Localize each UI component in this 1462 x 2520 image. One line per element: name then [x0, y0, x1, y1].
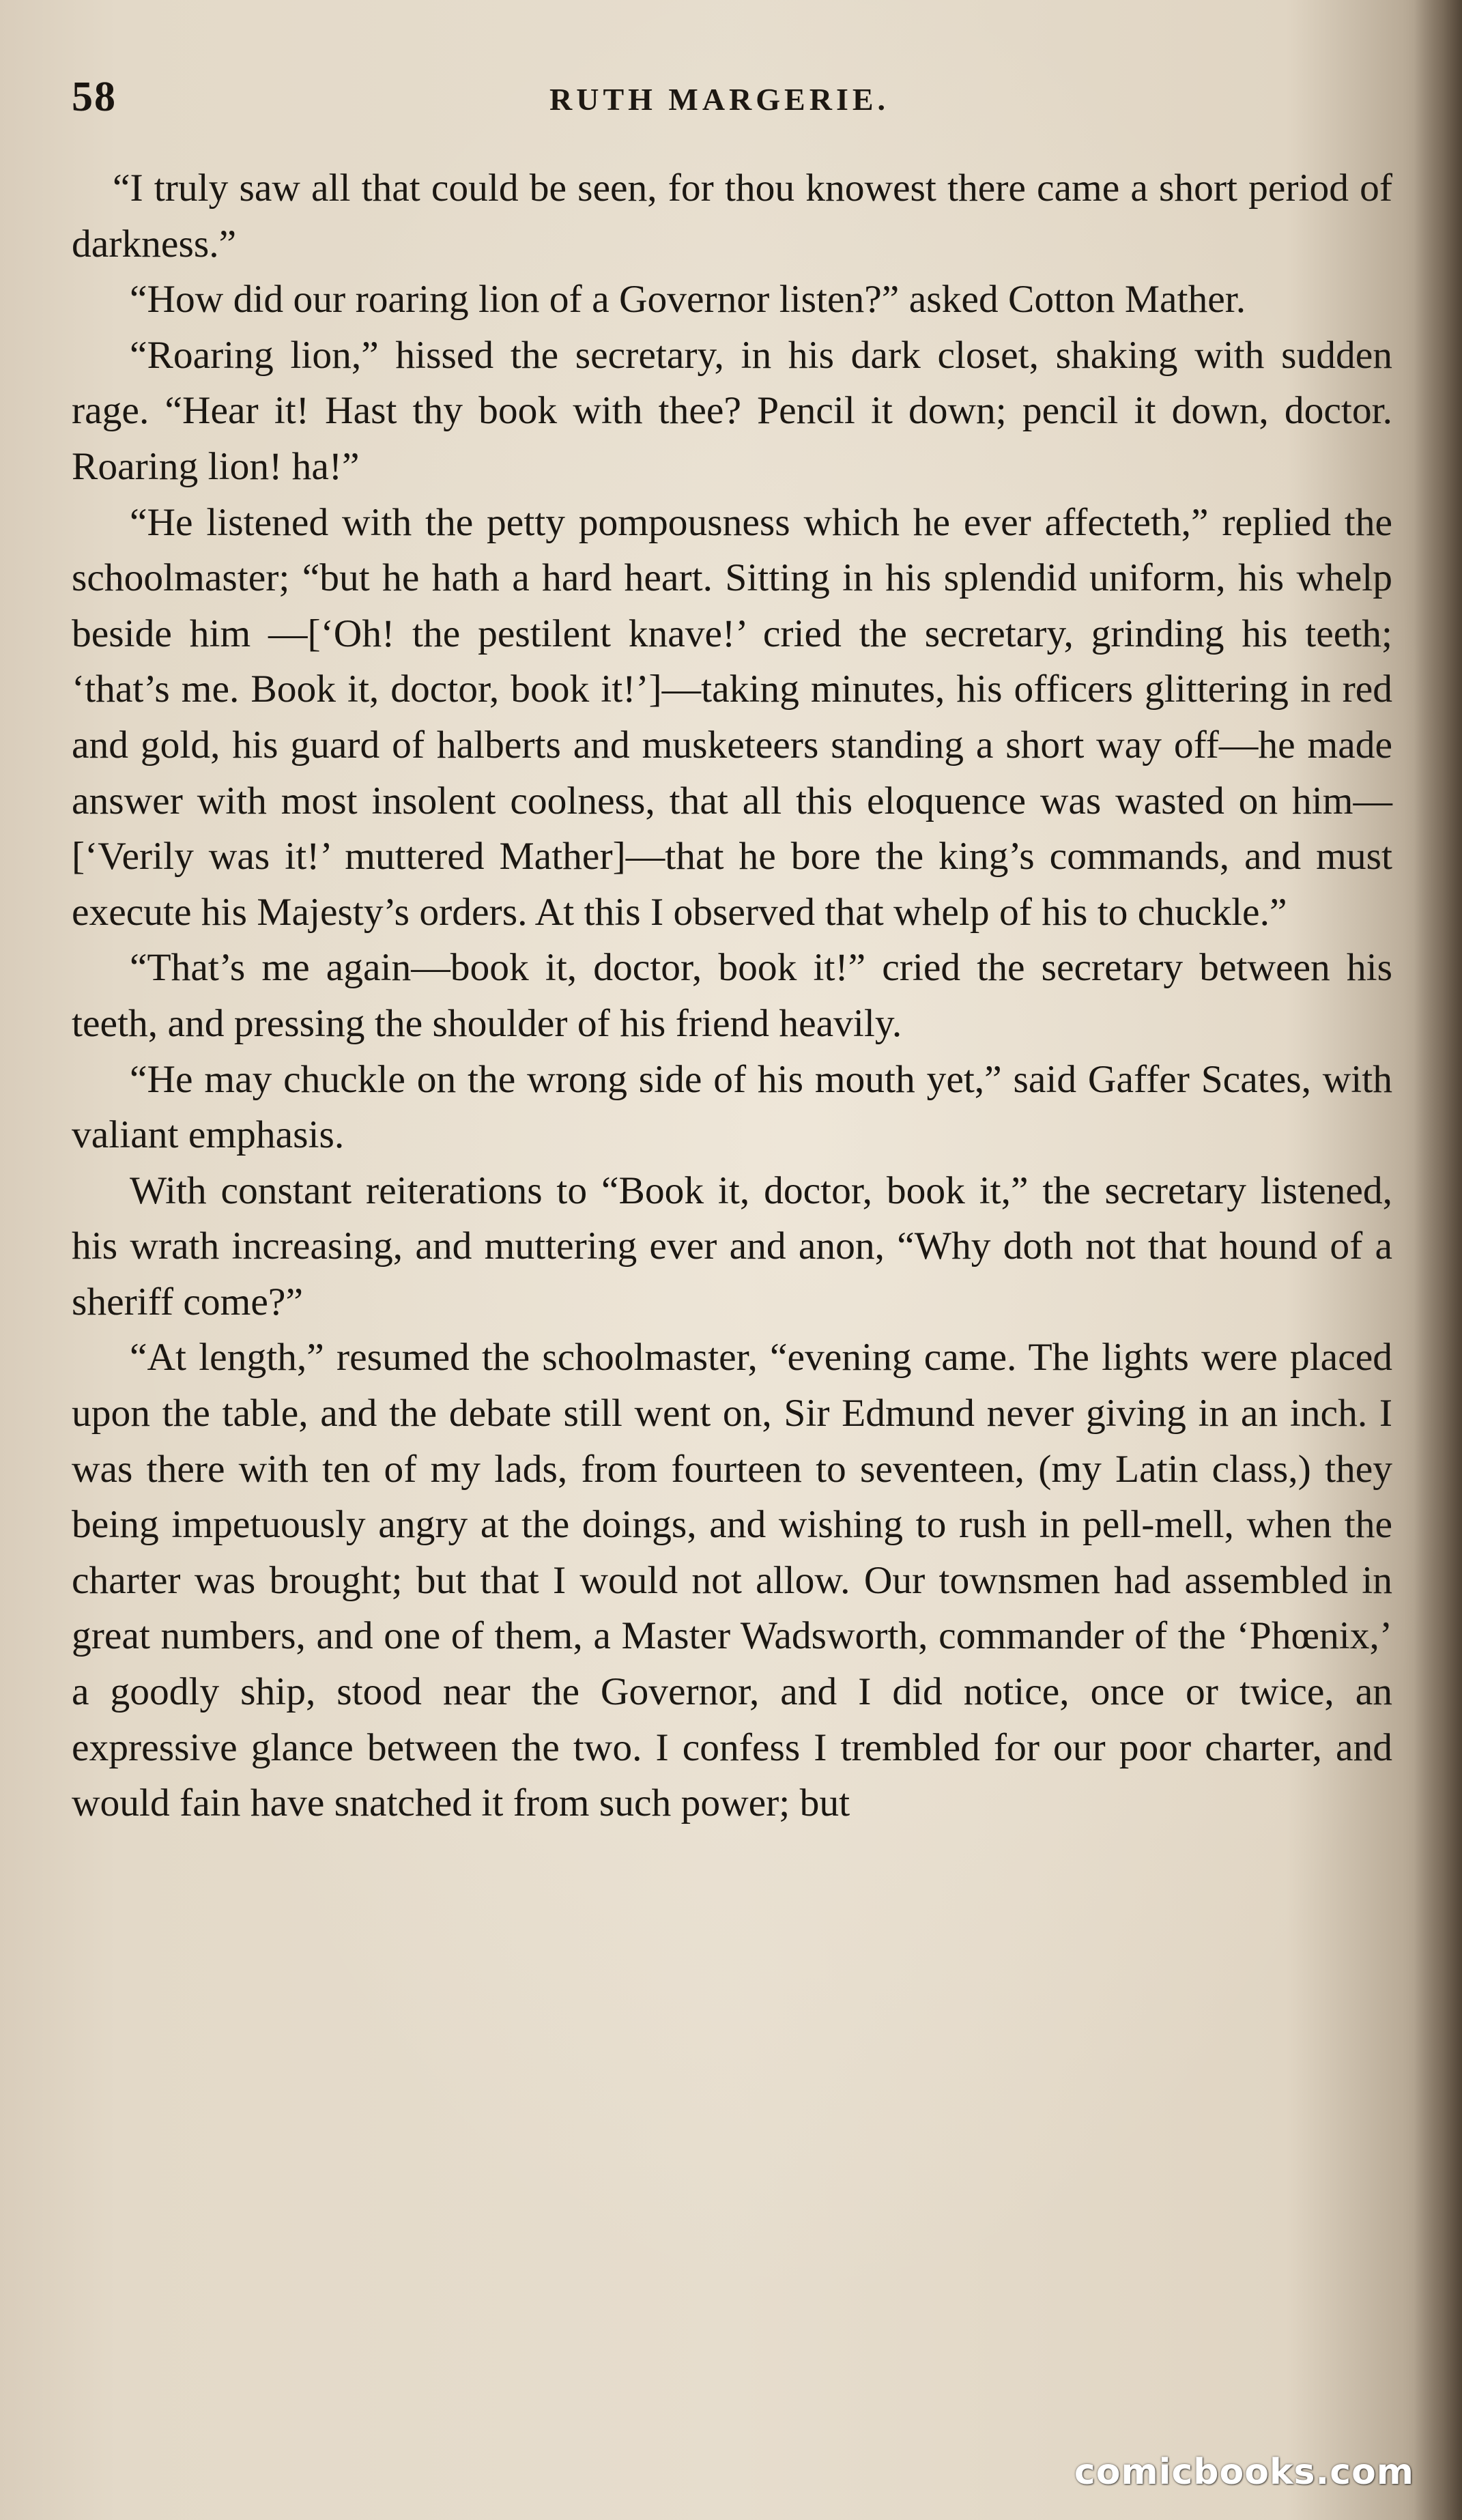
- paragraph: “I truly saw all that could be seen, for thou knowest there came a short period of darkness.”: [72, 167, 1392, 266]
- watermark: comicbooks.com: [1074, 2452, 1414, 2493]
- paragraph: “How did our roaring lion of a Governor listen?” asked Cotton Mather.: [130, 278, 1246, 321]
- page-edge-shadow: [1414, 0, 1462, 2520]
- paragraph: With constant reiterations to “Book it, doctor, book it,” the secretary listened, his wrath increasing, and muttering ever and anon, “Why doth not that hound of a sheriff come?”: [72, 1169, 1392, 1323]
- paragraph: “He listened with the petty pompousness which he ever affecteth,” replied the schoolmaster; “but he hath a hard heart. Sitting in his splendid uniform, his whelp beside him —[‘Oh! the pestilent knave!’ cried the secretary, grinding his teeth; ‘that’s me. Book it, doctor, book it!’]—taking minutes, his officers glittering in red and gold, his guard of halberts and musketeers standing a short way off—he made answer with most insolent coolness, that all this eloquence was wasted on him—[‘Verily was it!’ muttered Mather]—that he bore the king’s commands, and must execute his Majesty’s orders. At this I observed that whelp of his to chuckle.”: [72, 500, 1392, 934]
- paragraph: “At length,” resumed the schoolmaster, “evening came. The lights were placed upon the table, and the debate still went on, Sir Edmund never giving in an inch. I was there with ten of my lads, from fourteen to seventeen, (my Latin class,) they being impetuously angry at the doings, and wishing to rush in pell-mell, when the charter was brought; but that I would not allow. Our townsmen had assembled in great numbers, and one of them, a Master Wadsworth, commander of the ‘Phœnix,’ a goodly ship, stood near the Governor, and I did notice, once or twice, an expressive glance between the two. I confess I trembled for our poor charter, and would fain have snatched it from such power; but: [72, 1336, 1392, 1825]
- page-header: [72, 65, 1392, 130]
- body-text: [72, 160, 1392, 1831]
- paragraph: “Roaring lion,” hissed the secretary, in his dark closet, shaking with sudden rage. “Hear it! Hast thy book with thee? Pencil it down; pencil it down, doctor. Roaring lion! ha!”: [72, 333, 1392, 488]
- paragraph: “That’s me again—book it, doctor, book it!” cried the secretary between his teeth, and pressing the shoulder of his friend heavily.: [72, 946, 1392, 1045]
- paragraph: “He may chuckle on the wrong side of his mouth yet,” said Gaffer Scates, with valiant emphasis.: [72, 1057, 1392, 1157]
- running-head: RUTH MARGERIE.: [549, 82, 890, 117]
- page-number: 58: [72, 74, 117, 120]
